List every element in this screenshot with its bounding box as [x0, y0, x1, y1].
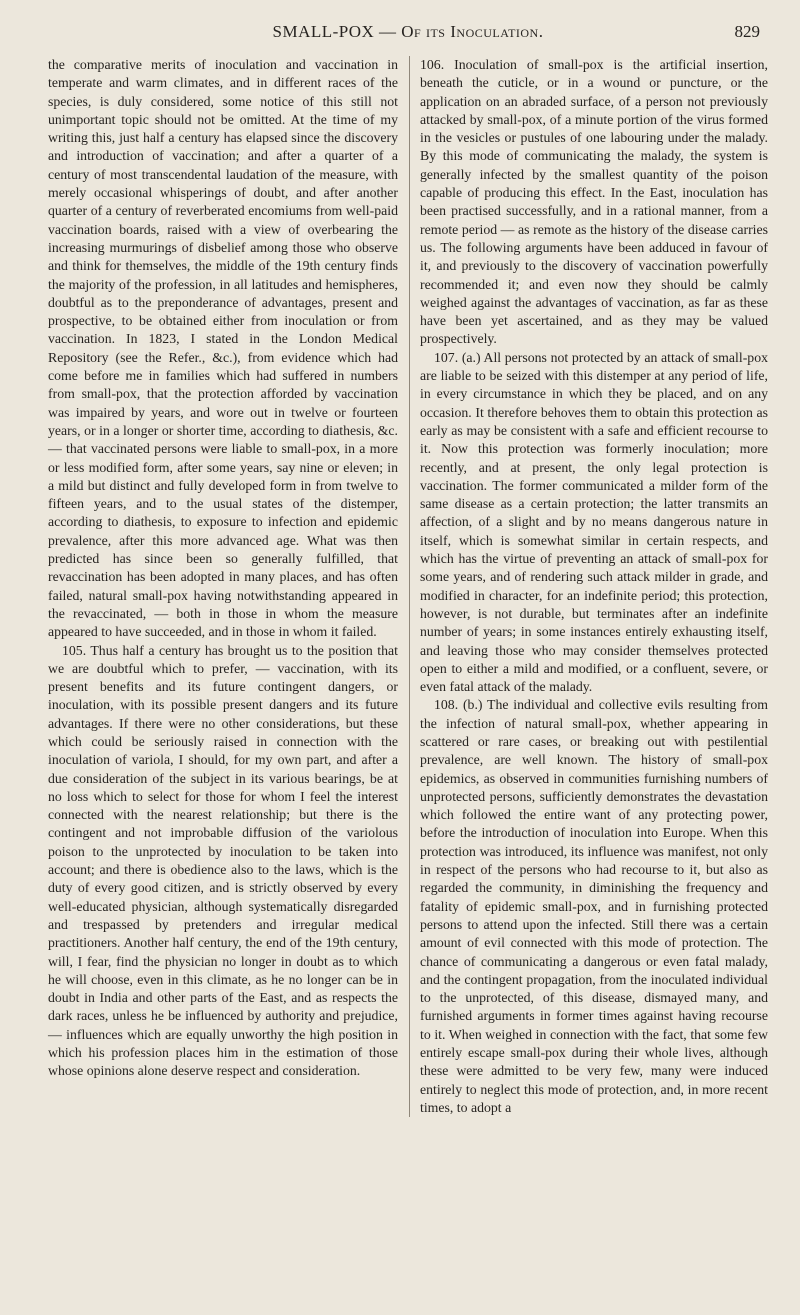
text-columns — [48, 56, 768, 1117]
paragraph-108: 108. (b.) The individual and collective evils resulting from the infection of natural small-pox, whether appearing in scattered or rare cases, or breaking out with pestilential prevalence, are well known. The history of small-pox epidemics, as observed in communities furnishing numbers of unprotected persons, sufficiently demonstrates the devastation which followed the entire want of any protecting power, before the introduction of inoculation into Europe. When this protection was introduced, its influence was manifest, not only in respect of the persons who had recourse to it, but also as regarded the community, in diminishing the frequency and fatality of epidemic small-pox, and in furnishing protected persons to attend upon the infected. Still there was a certain amount of evil connected with this mode of protection. The chance of communicating a dangerous or even fatal malady, and the contingent propagation, from the inoculated individual to the unprotected, of this disease, dismayed many, and furnished arguments in former times against having recourse to it. When weighed in connection with the fact, that some few entirely escape small-pox during their whole lives, although these were admitted to be very few, many were induced entirely to neglect this mode of protection, and, in more recent times, to adopt a — [420, 697, 768, 1115]
paragraph-continued: the comparative merits of inoculation and vaccination in temperate and warm climates, and in different races of the species, is duly considered, some notice of this still not unimportant topic should not be omitted. At the time of my writing this, just half a century has elapsed since the discovery and introduction of vaccination; and after a quarter of a century of most transcendental laudation of the measure, with merely occasional whisperings of doubt, and after another quarter of a century of reverberated encomiums from well-paid vaccination boards, raised with a view of overbearing the increasing murmurings of disbelief among those who observe and think for themselves, the middle of the 19th century finds the majority of the profession, in all latitudes and hemispheres, doubtful as to the preponderance of advantages, present and prospective, to be obtained either from inoculation or from vaccination. In 1823, I stated in the London Medical Repository (see the Refer., &c.), from evidence which had come before me in families which had suffered in numbers from small-pox, that the protection afforded by vaccination was impaired by years, and wore out in twelve or fourteen years, or in a longer or shorter time, according to diathesis, &c. — that vaccinated persons were liable to small-pox, in a more or less modified form, after some years, say nine or eleven; in a mild but distinct and fully developed form in from twelve to fifteen years, and to the usual states of the distemper, according to diathesis, to exposure to infection and epidemic prevalence, after this more advanced age. What was then predicted has since been so generally fulfilled, that revaccination has been adopted in many places, and has often failed, natural small-pox having notwithstanding appeared in the revaccinated, — both in those in whom the measure appeared to have succeeded, and in those in whom it failed. — [48, 57, 398, 640]
running-head: SMALL-POX — Of its Inoculation. — [272, 22, 544, 41]
page-number: 829 — [734, 22, 760, 41]
paragraph-107: 107. (a.) All persons not protected by an attack of small-pox are liable to be seized with this distemper at any period of life, in every circumstance in which they be placed, and on any occasion. It therefore behoves them to obtain this protection as early as may be consistent with a safe and efficient recourse to it. Now this protection was formerly inoculation; more recently, and at present, the only legal protection is vaccination. The former communicated a milder form of the same disease as a certain protection; the latter transmits an affection, of a slight and by no means dangerous nature in itself, which is somewhat similar in certain respects, and which has the virtue of preventing an attack of small-pox for some years, and of rendering such attack milder in grade, and modified in character, for an indefinite period; this protection, however, is not durable, but terminates after an indefinite number of years; in some instances entirely exhausting itself, and leaving those who may consider themselves protected open to either a mild and modified, or a confluent, severe, or even fatal attack of the malady. — [420, 349, 768, 695]
left-column — [48, 56, 398, 1117]
page-header — [48, 16, 768, 54]
paragraph-105: 105. Thus half a century has brought us to the position that we are doubtful which to prefer, — vaccination, with its present benefits and its future contingent dangers, or inoculation, with its possible present dangers and its future advantages. If there were no other considerations, but these which could be seriously raised in connection with the inoculation of variola, I should, for my own part, and after a due consideration of the subject in its various bearings, be at no loss which to select for those for whom I feel the interest connected with the nearest relationship; but there is the contingent and not improbable diffusion of the variolous poison to the unprotected by inoculation to be taken into account; and there is obedience also to the laws, which is the duty of every good citizen, and is strictly observed by every well-educated physician, although systematically disregarded and trespassed by pretenders and irregular medical practitioners. Another half century, the end of the 19th century, will, I fear, find the physician no longer in doubt as to which he will choose, even in this climate, as he no longer can be in doubt in India and other parts of the East, and as respects the dark races, unless he be influenced by authority and prejudice, — influences which are equally unworthy the high position in which his profession places him in the estimation of those whose opinions alone deserve respect and consideration. — [48, 642, 398, 1079]
right-column — [409, 56, 768, 1117]
paragraph-106: 106. Inoculation of small-pox is the artificial insertion, beneath the cuticle, or in a wound or puncture, or the application on an abraded surface, of a person not previously attacked by small-pox, of a minute portion of the virus formed in the vesicles or pustules of one labouring under the malady. By this mode of communicating the malady, the system is generally infected by the smallest quantity of the poison capable of producing this effect. In the East, inoculation has been practised successfully, and in a rational manner, from a remote period — as remote as the history of the disease carries us. The following arguments have been adduced in favour of it, and previously to the discovery of vaccination powerfully recommended it; and even now they should be calmly weighed against the advantages of vaccination, as far as these have been yet ascertained, and as they may be valued prospectively. — [420, 57, 768, 347]
